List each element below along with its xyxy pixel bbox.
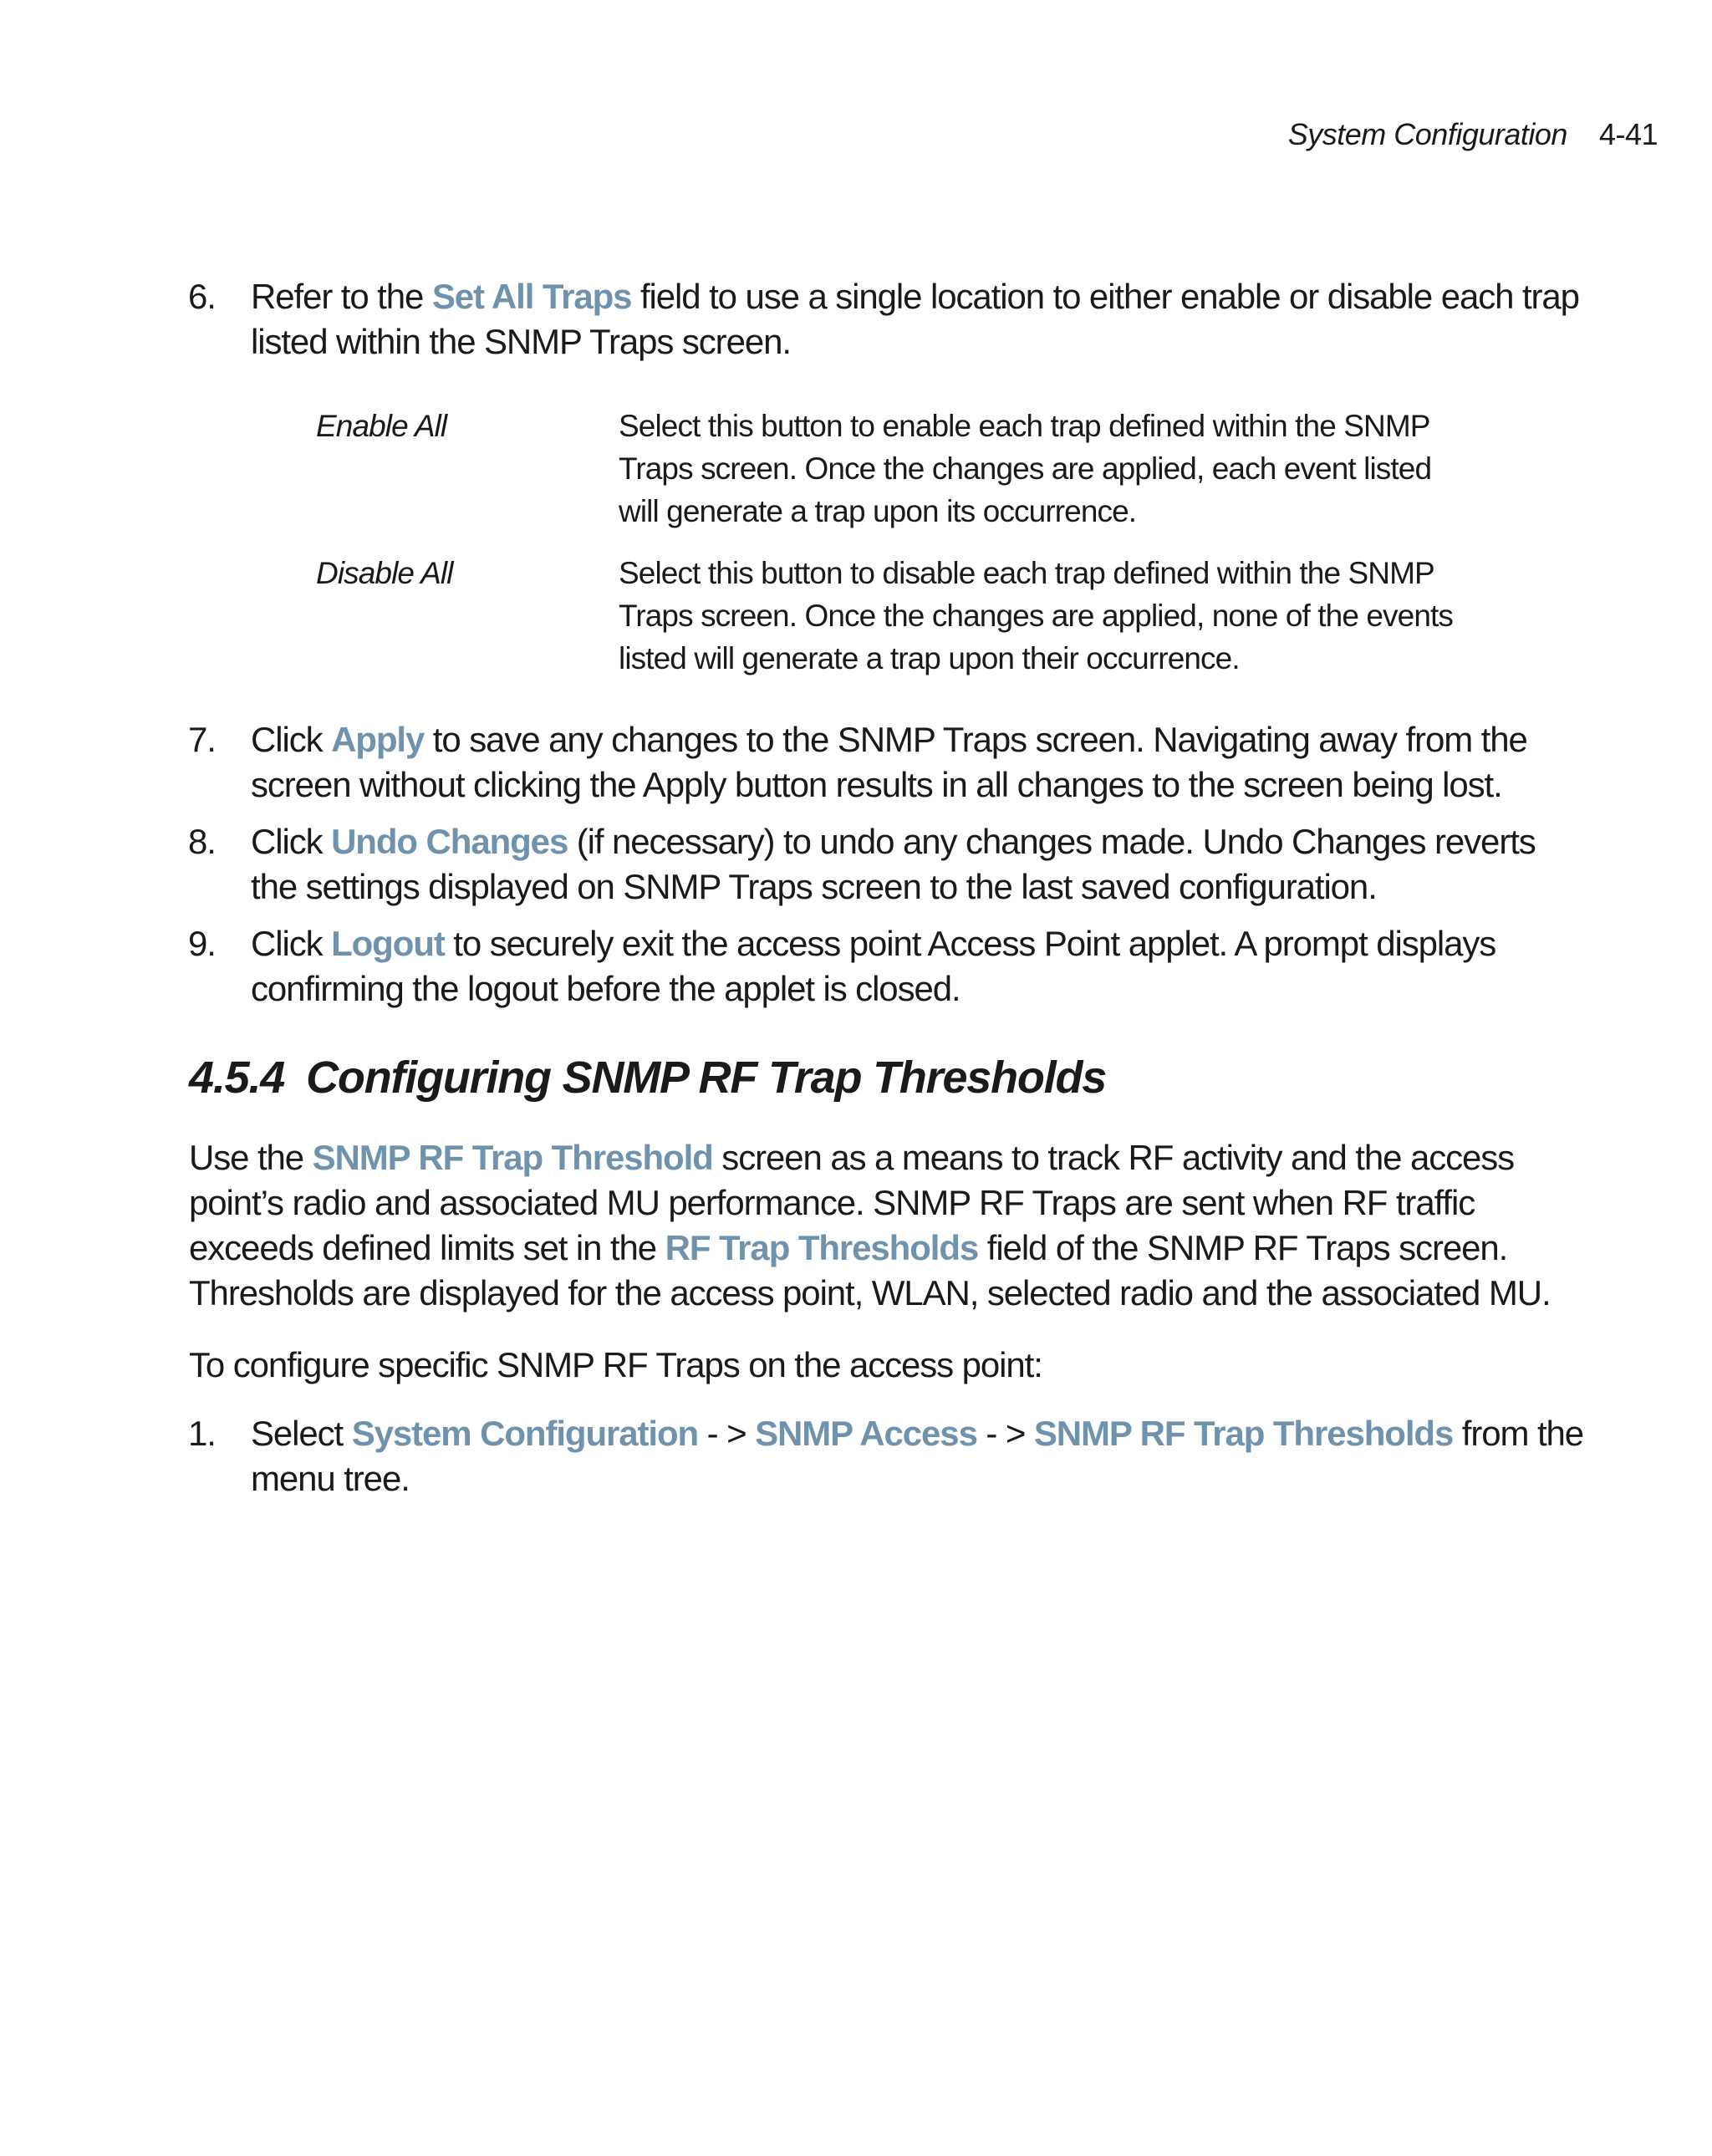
step-number: 8. xyxy=(188,822,216,861)
definition-desc: Select this button to enable each trap defined within the SNMP Traps screen. Once the changes are applied, each event listed will generate a trap upon its occurrence. xyxy=(619,409,1432,528)
configure-lead: To configure specific SNMP RF Traps on the access point: xyxy=(189,1345,1042,1384)
step-keyword: SNMP RF Trap Thresholds xyxy=(1033,1414,1454,1453)
step-number: 1. xyxy=(188,1414,216,1453)
step-number: 9. xyxy=(188,924,216,963)
step-7 xyxy=(188,717,1588,808)
step-text-pre: Click xyxy=(251,822,332,861)
definition-term: Disable All xyxy=(316,556,453,590)
intro-paragraph xyxy=(189,1135,1593,1316)
intro-keyword: SNMP RF Trap Threshold xyxy=(312,1138,713,1177)
page-number: 4-41 xyxy=(1598,117,1658,151)
step-6 xyxy=(188,274,1588,364)
section-heading xyxy=(189,1052,1106,1103)
step-text: from the menu tree. xyxy=(251,1414,1584,1498)
intro-text: screen as a means to track RF activity and the access point’s radio and associated MU performance. SNMP RF Traps are sent when RF traffic exceeds defined limits set in the xyxy=(189,1138,1515,1267)
step-text-post: to save any changes to the SNMP Traps screen. Navigating away from the screen without clicking the Apply button results in all changes to the screen being lost. xyxy=(251,720,1527,804)
step-text-pre: Click xyxy=(251,720,332,759)
definition-desc: Select this button to disable each trap defined within the SNMP Traps screen. Once the changes are applied, none of the events listed will generate a trap upon their occurrence. xyxy=(619,556,1453,675)
section-number: 4.5.4 xyxy=(189,1053,285,1103)
step-text-post: field to use a single location to either enable or disable each trap listed within the SNMP Traps screen. xyxy=(251,277,1579,361)
running-header xyxy=(1288,117,1658,152)
step-8 xyxy=(188,819,1588,910)
step-text: Select xyxy=(251,1414,352,1453)
step-keyword: SNMP Access xyxy=(755,1414,977,1453)
step-keyword: Set All Traps xyxy=(431,277,632,316)
step-keyword: Logout xyxy=(331,924,445,963)
step-text-post: (if necessary) to undo any changes made. Undo Changes reverts the settings displayed on SNMP Traps screen to the last saved configuration. xyxy=(251,822,1536,906)
step-keyword: System Configuration xyxy=(351,1414,699,1453)
step-9 xyxy=(188,921,1588,1012)
step-1 xyxy=(188,1411,1588,1501)
intro-text: field of the SNMP RF Traps screen. Thresholds are displayed for the access point, WLAN, selected radio and the associated MU. xyxy=(189,1228,1551,1312)
step-text-post: to securely exit the access point Access Point applet. A prompt displays confirming the logout before the applet is closed. xyxy=(251,924,1496,1008)
section-title: Configuring SNMP RF Trap Thresholds xyxy=(306,1053,1107,1103)
step-keyword: Apply xyxy=(331,720,425,759)
step-number: 6. xyxy=(188,277,216,316)
step-number: 7. xyxy=(188,720,216,759)
menu-separator: - > xyxy=(976,1414,1034,1453)
menu-separator: - > xyxy=(698,1414,756,1453)
intro-keyword: RF Trap Thresholds xyxy=(665,1228,979,1267)
header-section-title: System Configuration xyxy=(1287,117,1567,151)
step-text-pre: Click xyxy=(251,924,332,963)
definition-term: Enable All xyxy=(316,409,447,443)
step-keyword: Undo Changes xyxy=(331,822,568,861)
intro-text: Use the xyxy=(189,1138,313,1177)
step-text-pre: Refer to the xyxy=(251,277,432,316)
